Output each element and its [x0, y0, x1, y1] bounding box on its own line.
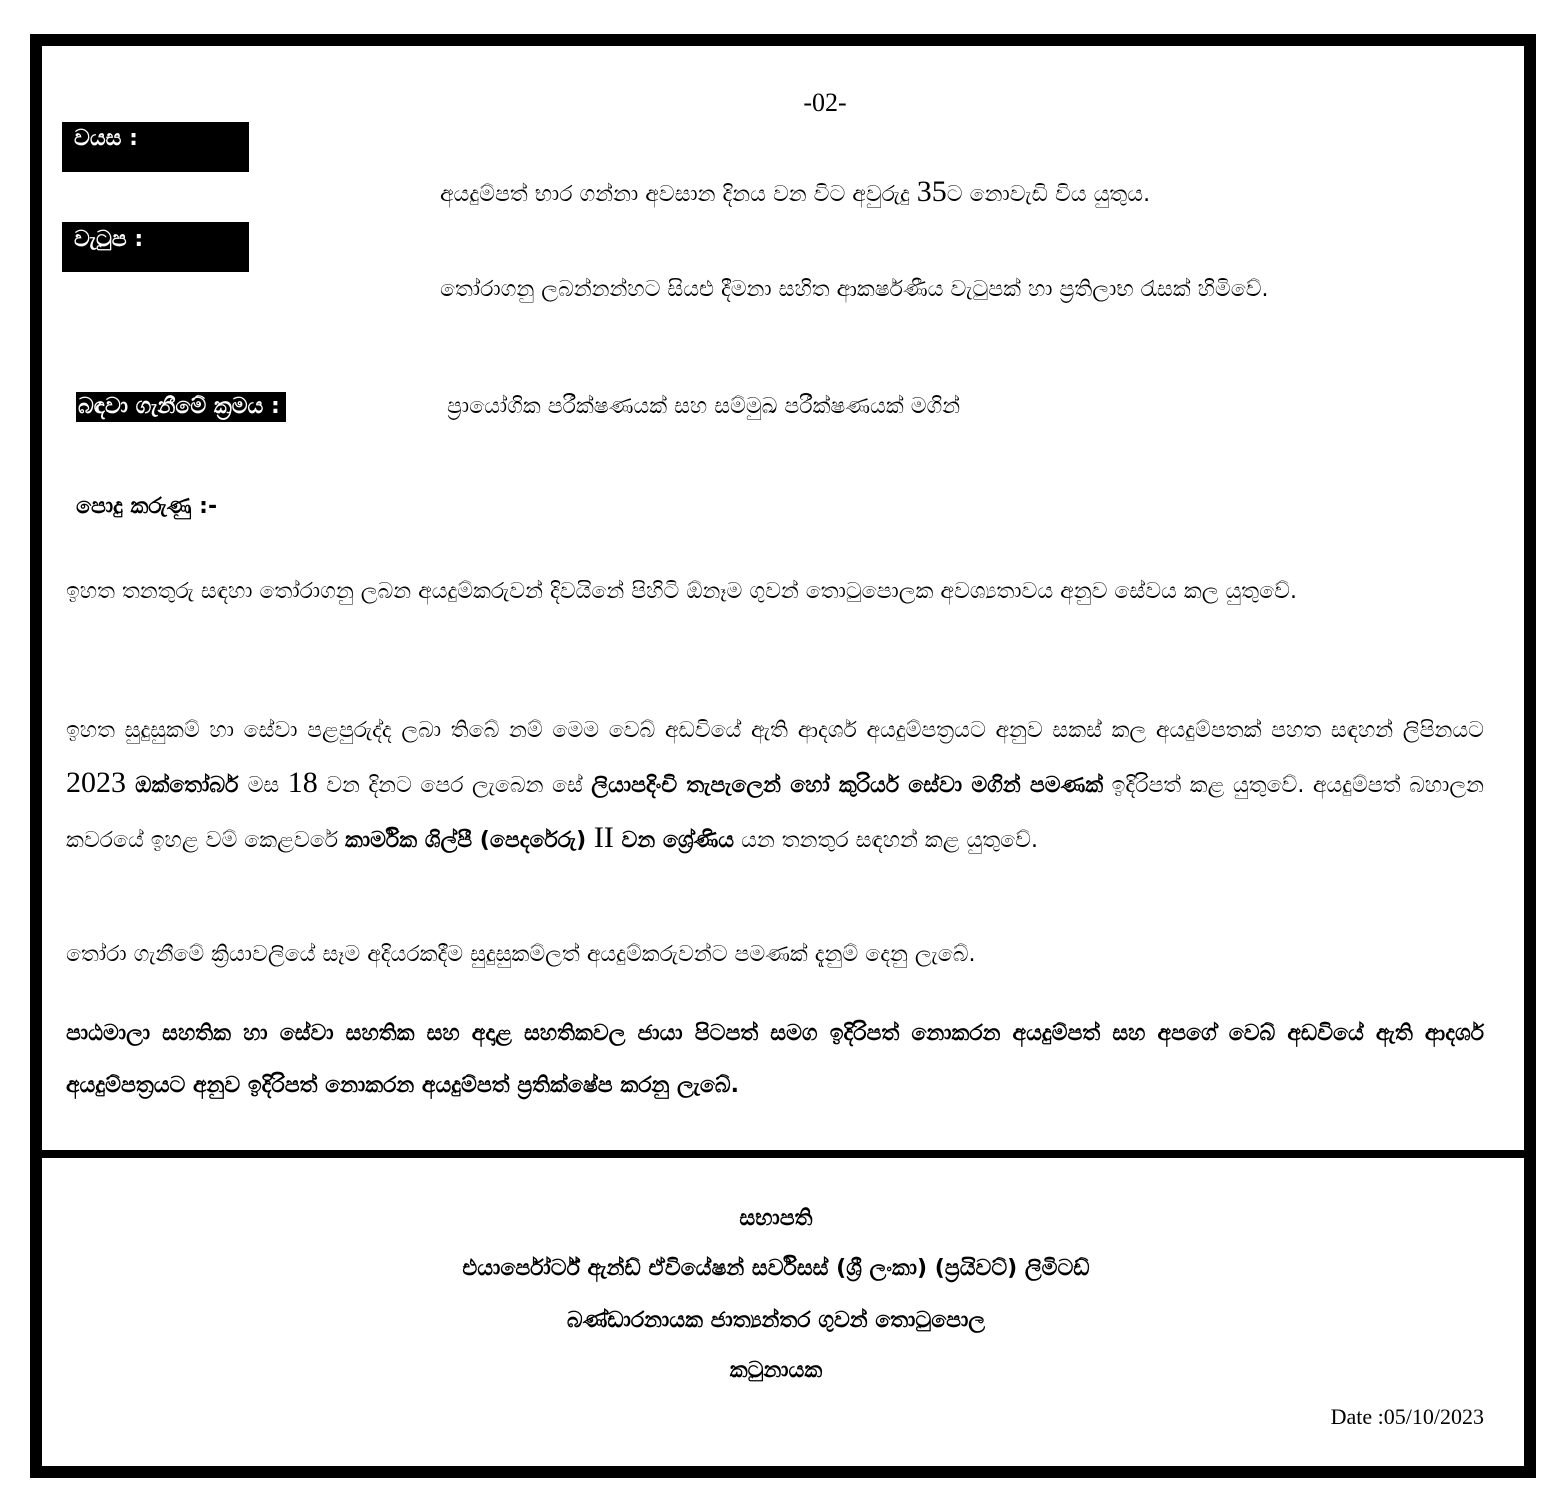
para2-text-d: යන තනතුර සඳහන් කළ යුතුවේ. [734, 828, 1038, 853]
salary-label: වැටුප : [62, 222, 249, 272]
notes-paragraph-1: ඉහත තනතුරු සඳහා තෝරාගනු ලබන අයදුම්කරුවන් දිවයිනේ පිහිටි ඕනෑම ගුවන් තොටුපොලක අවශ්‍යතාවය අනුව සේවය කල යුතුවේ. [66, 579, 1297, 604]
deadline-month-word: මස [247, 773, 288, 798]
age-requirement [440, 171, 1150, 216]
age-number: 35 [916, 175, 947, 208]
general-notes-heading: පොදු කරුණු :- [76, 494, 218, 519]
age-label: වයස : [62, 122, 249, 172]
notes-paragraph-2 [66, 705, 1484, 867]
para2-text-c: ඉදිරිපත් කළ යුතුවේ. අයදුම්පත් බහාලන කවරයේ ඉහළ වම් කෙළවරේ [66, 773, 1484, 853]
salary-text: තෝරාගනු ලබන්නන්හට සියළු දීමනා සහිත ආකර්ෂණීය වැටුපක් හා ප්‍රතිලාභ රැසක් හිමිවේ. [440, 277, 1269, 302]
recruitment-method-text: ප්‍රායෝගික පරීක්ෂණයක් සහ සම්මුඛ පරීක්ෂණයක් මගින් [447, 394, 961, 419]
recruitment-method-label: බඳවා ගැනීමේ ක්‍රමය : [76, 392, 286, 422]
post-title-b: වන ශ්‍රේණිය [613, 828, 735, 853]
signatory-title: සභාපති [739, 1206, 813, 1231]
deadline-month: ඔක්තෝබර් [126, 773, 248, 798]
location-name: කටුනායක [729, 1358, 823, 1383]
deadline-year: 2023 [66, 766, 126, 799]
post-title-a: කාර්මික ශිල්පී (පෙදරේරු) [344, 828, 594, 853]
delivery-method: ලියාපදිංචි තැපැලෙන් හෝ කුරියර් සේවා මගින් පමණක් [591, 773, 1104, 798]
notes-paragraph-3: තෝරා ගැනීමේ ක්‍රියාවලියේ සෑම අදියරකදීම සුදුසුකම්ලත් අයදුම්කරුවන්ට පමණක් දැනුම් දෙනු ලැබේ. [66, 942, 976, 967]
company-name: එයාර්පෝර්ට් ඇන්ඩ් ඒවියේෂන් සර්විසස් (ශ්‍රී ලංකා) (ප්‍රයිවට්) ලිමිටඩ් [462, 1256, 1090, 1281]
deadline-day: 18 [287, 766, 318, 799]
age-text-post: ට නොවැඩි විය යුතුය. [946, 182, 1151, 207]
age-text-pre: අයදුම්පත් භාර ගන්නා අවසාන දිනය වන විට අවුරුදු [440, 182, 917, 207]
notes-paragraph-4: පාඨමාලා සහතික හා සේවා සහතික සහ අදාළ සහතිකවල ජායා පිටපත් සමග ඉදිරිපත් නොකරන අයදුම්පත් සහ අපගේ වෙබ් අඩවියේ ඇති ආදර්ශ අයදුම්පත්‍රයට අනුව ඉදිරිපත් නොකරන අයදුම්පත් ප්‍රතික්ෂේප කරනු ලැබේ. [66, 1021, 1484, 1098]
post-grade: II [593, 821, 614, 854]
page-number: -02- [803, 88, 847, 117]
document-date: Date :05/10/2023 [1330, 1404, 1484, 1429]
airport-name: බණ්ඩාරනායක ජාත්‍යන්තර ගුවන් තොටුපොල [566, 1308, 986, 1333]
para2-text-a: ඉහත සුදුසුකම් හා සේවා පළපුරුද්ද ලබා තිබේ නම් මෙම වෙබ් අඩවියේ ඇති ආදර්ශ අයදුම්පත්‍රයට අනුව සකස් කල අයදුම්පතක් පහත සඳහන් ලිපිනයට [66, 718, 1484, 743]
footer-divider [30, 1150, 1526, 1158]
para2-text-b: වන දිනට පෙර ලැබෙන සේ [317, 773, 592, 798]
